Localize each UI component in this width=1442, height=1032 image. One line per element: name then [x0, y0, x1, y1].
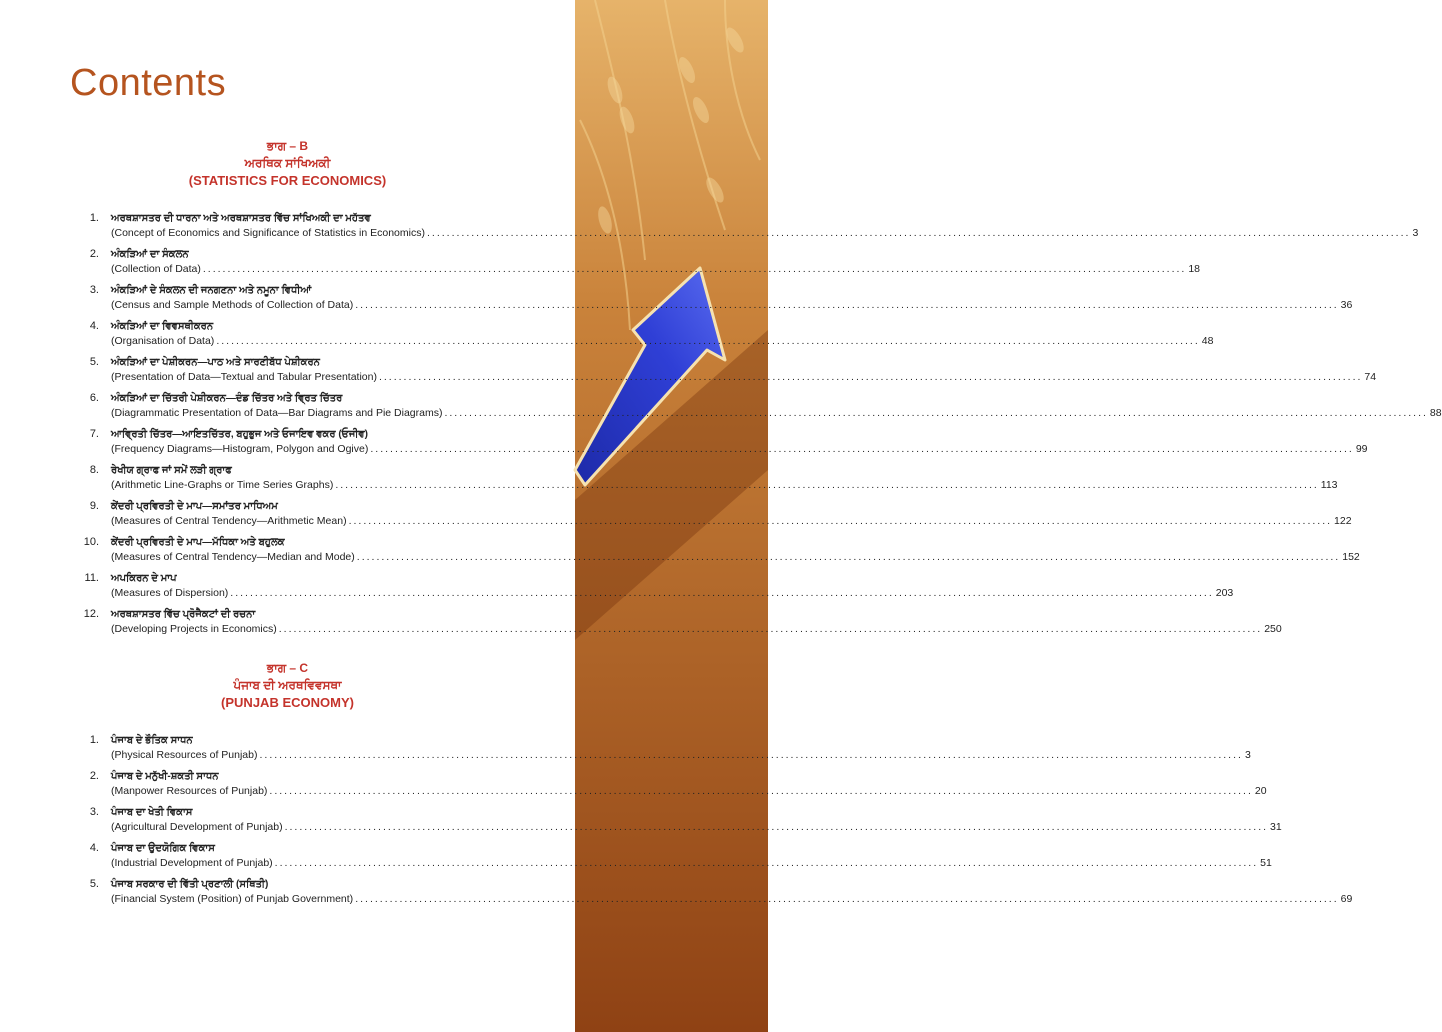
dot-leader: ........................................................................................................................................................................................................ — [355, 299, 1339, 311]
entry-page-number: 88 — [1429, 407, 1442, 419]
entry-english-title: (Diagrammatic Presentation of Data—Bar Diagrams and Pie Diagrams) — [111, 407, 443, 419]
entry-number: 3. — [89, 284, 99, 296]
toc-entry[interactable] — [86, 212, 1419, 248]
toc-entry[interactable] — [84, 572, 1234, 608]
entry-english-line — [111, 407, 1442, 419]
entry-punjabi-title: ਅੰਕੜਿਆਂ ਦੇ ਸੰਕਲਨ ਦੀ ਜਨਗਣਨਾ ਅਤੇ ਨਮੂਨਾ ਵਿਧੀਆਂ — [111, 285, 312, 296]
part-c-punjabi-title: ਪੰਜਾਬ ਦੀ ਅਰਥਵਿਵਸਥਾ — [233, 678, 342, 692]
toc-entry[interactable] — [86, 248, 1201, 284]
entry-english-title: (Measures of Dispersion) — [111, 587, 229, 599]
entry-english-line — [111, 227, 1419, 239]
part-b-english-title: (STATISTICS FOR ECONOMICS) — [188, 173, 387, 188]
entry-number: 10. — [83, 536, 99, 548]
dot-leader: ........................................................................................................................................................................................................ — [230, 587, 1214, 599]
entry-english-line — [111, 857, 1272, 869]
entry-number: 4. — [89, 320, 99, 332]
toc-entry[interactable] — [86, 284, 1353, 320]
entry-page-number: 152 — [1342, 551, 1360, 563]
entry-punjabi-title: ਅੰਕੜਿਆਂ ਦਾ ਵਿਵਸਥੀਕਰਨ — [111, 321, 214, 332]
part-c-heading — [0, 660, 575, 711]
toc-entry[interactable] — [86, 878, 1353, 914]
toc-entry[interactable] — [86, 320, 1214, 356]
dot-leader: ........................................................................................................................................................................................................ — [284, 821, 1269, 833]
part-b-entries — [83, 212, 1442, 644]
entry-english-line — [111, 443, 1368, 455]
dot-leader: ........................................................................................................................................................................................................ — [274, 857, 1259, 869]
toc-entry[interactable] — [86, 806, 1282, 842]
part-b-punjabi-title: ਅਰਥਿਕ ਸਾਂਖਿਅਕੀ — [244, 156, 331, 170]
entry-punjabi-title: ਕੇਂਦਰੀ ਪ੍ਰਵਿਰਤੀ ਦੇ ਮਾਪ—ਮੱਧਿਕਾ ਅਤੇ ਬਹੁਲਕ — [111, 537, 285, 548]
entry-english-title: (Measures of Central Tendency—Median and Mode) — [111, 551, 355, 563]
entry-punjabi-title: ਅੰਕੜਿਆਂ ਦਾ ਪੇਸ਼ੀਕਰਨ—ਪਾਠ ਅਤੇ ਸਾਰਣੀਬੱਧ ਪੇਸ਼ੀਕਰਨ — [111, 357, 320, 368]
entry-english-line — [111, 587, 1234, 599]
entry-punjabi-title: ਅੰਕੜਿਆਂ ਦਾ ਚਿੱਤਰੀ ਪੇਸ਼ੀਕਰਨ—ਦੰਡ ਚਿੱਤਰ ਅਤੇ ਵ੍ਰਿਤ ਚਿੱਤਰ — [111, 393, 343, 404]
entry-number: 3. — [89, 806, 99, 818]
entry-number: 8. — [89, 464, 99, 476]
dot-leader: ........................................................................................................................................................................................................ — [269, 785, 1253, 797]
entry-english-line — [111, 623, 1282, 635]
entry-english-line — [111, 893, 1353, 905]
entry-english-line — [111, 515, 1352, 527]
entry-page-number: 31 — [1270, 821, 1282, 833]
toc-entry[interactable] — [86, 500, 1352, 536]
entry-english-line — [111, 821, 1282, 833]
part-c-entries — [86, 734, 1353, 914]
entry-page-number: 36 — [1340, 299, 1353, 311]
dot-leader: ........................................................................................................................................................................................................ — [335, 479, 1319, 491]
entry-page-number: 113 — [1320, 479, 1338, 491]
part-b-heading — [0, 138, 575, 189]
dot-leader: ........................................................................................................................................................................................................ — [426, 227, 1411, 239]
entry-english-line — [111, 551, 1360, 563]
entry-english-title: (Presentation of Data—Textual and Tabular Presentation) — [111, 371, 377, 383]
entry-english-title: (Arithmetic Line-Graphs or Time Series Graphs) — [111, 479, 334, 491]
entry-punjabi-title: ਰੇਖੀਯ ਗ੍ਰਾਫ ਜਾਂ ਸਮੇਂ ਲੜੀ ਗ੍ਰਾਫ — [111, 465, 232, 476]
entry-english-line — [111, 335, 1214, 347]
entry-punjabi-title: ਪੰਜਾਬ ਦੇ ਮਨੁੱਖੀ-ਸ਼ਕਤੀ ਸਾਧਨ — [111, 771, 219, 782]
dot-leader: ........................................................................................................................................................................................................ — [278, 623, 1263, 635]
toc-entry[interactable] — [83, 608, 1282, 644]
entry-page-number: 3 — [1244, 749, 1251, 761]
toc-entry[interactable] — [86, 464, 1338, 500]
entry-english-title: (Frequency Diagrams—Histogram, Polygon and Ogive) — [111, 443, 369, 455]
entry-page-number: 3 — [1412, 227, 1419, 239]
entry-number: 4. — [89, 842, 99, 854]
entry-number: 11. — [84, 572, 99, 584]
dot-leader: ........................................................................................................................................................................................................ — [259, 749, 1243, 761]
entry-page-number: 20 — [1254, 785, 1267, 797]
entry-punjabi-title: ਕੇਂਦਰੀ ਪ੍ਰਵਿਰਤੀ ਦੇ ਮਾਪ—ਸਮਾਂਤਰ ਮਾਧਿਅਮ — [111, 501, 278, 512]
entry-english-title: (Census and Sample Methods of Collection of Data) — [111, 299, 354, 311]
dot-leader: ........................................................................................................................................................................................................ — [216, 335, 1200, 347]
entry-page-number: 18 — [1188, 263, 1201, 275]
entry-page-number: 122 — [1334, 515, 1352, 527]
entry-punjabi-title: ਪੰਜਾਬ ਦੇ ਭੌਤਿਕ ਸਾਧਨ — [111, 735, 193, 746]
entry-number: 5. — [89, 878, 99, 890]
entry-page-number: 99 — [1355, 443, 1368, 455]
part-c-english-title: (PUNJAB ECONOMY) — [221, 695, 354, 710]
part-c-label: ਭਾਗ – C — [266, 661, 309, 675]
entry-english-title: (Industrial Development of Punjab) — [111, 857, 273, 869]
dot-leader: ........................................................................................................................................................................................................ — [370, 443, 1354, 455]
entry-number: 2. — [89, 770, 99, 782]
entry-page-number: 48 — [1201, 335, 1214, 347]
entry-number: 1. — [89, 734, 99, 746]
dot-leader: ........................................................................................................................................................................................................ — [348, 515, 1333, 527]
entry-english-line — [111, 263, 1201, 275]
entry-page-number: 69 — [1340, 893, 1353, 905]
entry-number: 5. — [89, 356, 99, 368]
entry-english-title: (Measures of Central Tendency—Arithmetic Mean) — [111, 515, 347, 527]
toc-entry[interactable] — [86, 842, 1272, 878]
page-title: Contents — [70, 62, 227, 104]
toc-entry[interactable] — [86, 734, 1251, 770]
entry-english-title: (Concept of Economics and Significance of Statistics in Economics) — [111, 227, 425, 239]
dot-leader: ........................................................................................................................................................................................................ — [356, 551, 1341, 563]
entry-number: 9. — [89, 500, 99, 512]
entry-punjabi-title: ਆਵ੍ਰਿਤੀ ਚਿੱਤਰ—ਆਇਤਚਿੱਤਰ, ਬਹੁਭੁਜ ਅਤੇ ਓਜਾਇਵ ਵਕਰ (ਓਜੀਵ) — [111, 429, 368, 440]
entry-english-line — [111, 371, 1377, 383]
entry-punjabi-title: ਅਪਕਿਰਨ ਦੇ ਮਾਪ — [111, 573, 177, 584]
entry-number: 6. — [89, 392, 99, 404]
entry-punjabi-title: ਅੰਕੜਿਆਂ ਦਾ ਸੰਕਲਨ — [111, 249, 189, 260]
toc-entry[interactable] — [86, 356, 1377, 392]
entry-english-line — [111, 785, 1267, 797]
part-b-label: ਭਾਗ – B — [266, 139, 309, 153]
entry-page-number: 51 — [1260, 857, 1272, 869]
entry-page-number: 250 — [1264, 623, 1282, 635]
entry-english-line — [111, 749, 1251, 761]
entry-punjabi-title: ਪੰਜਾਬ ਸਰਕਾਰ ਦੀ ਵਿੱਤੀ ਪ੍ਰਣਾਲੀ (ਸਥਿਤੀ) — [111, 879, 269, 890]
entry-number: 7. — [89, 428, 99, 440]
toc-entry[interactable] — [86, 428, 1368, 464]
toc-entry[interactable] — [83, 536, 1360, 572]
dot-leader: ........................................................................................................................................................................................................ — [378, 371, 1363, 383]
entry-english-title: (Manpower Resources of Punjab) — [111, 785, 268, 797]
entry-page-number: 74 — [1364, 371, 1377, 383]
entry-english-title: (Collection of Data) — [111, 263, 201, 275]
entry-number: 12. — [83, 608, 99, 620]
entry-number: 1. — [89, 212, 99, 224]
entry-english-title: (Organisation of Data) — [111, 335, 215, 347]
toc-entry[interactable] — [86, 392, 1442, 428]
entry-english-line — [111, 479, 1338, 491]
dot-leader: ........................................................................................................................................................................................................ — [444, 407, 1428, 419]
entry-english-title: (Physical Resources of Punjab) — [111, 749, 258, 761]
dot-leader: ........................................................................................................................................................................................................ — [202, 263, 1187, 275]
toc-entry[interactable] — [86, 770, 1267, 806]
entry-english-line — [111, 299, 1353, 311]
entry-punjabi-title: ਪੰਜਾਬ ਦਾ ਖੇਤੀ ਵਿਕਾਸ — [111, 807, 193, 818]
entry-number: 2. — [89, 248, 99, 260]
entry-punjabi-title: ਅਰਥਸ਼ਾਸਤਰ ਦੀ ਧਾਰਨਾ ਅਤੇ ਅਰਥਸ਼ਾਸਤਰ ਵਿੱਚ ਸਾਂਖਿਅਕੀ ਦਾ ਮਹੱਤਵ — [111, 213, 371, 224]
entry-english-title: (Agricultural Development of Punjab) — [111, 821, 283, 833]
entry-punjabi-title: ਅਰਥਸ਼ਾਸਤਰ ਵਿੱਚ ਪ੍ਰੋਜੈਕਟਾਂ ਦੀ ਰਚਨਾ — [111, 609, 256, 620]
entry-punjabi-title: ਪੰਜਾਬ ਦਾ ਉਦਯੋਗਿਕ ਵਿਕਾਸ — [111, 843, 215, 854]
entry-english-title: (Developing Projects in Economics) — [111, 623, 277, 635]
entry-page-number: 203 — [1215, 587, 1234, 599]
entry-english-title: (Financial System (Position) of Punjab Government) — [111, 893, 354, 905]
dot-leader: ........................................................................................................................................................................................................ — [355, 893, 1339, 905]
